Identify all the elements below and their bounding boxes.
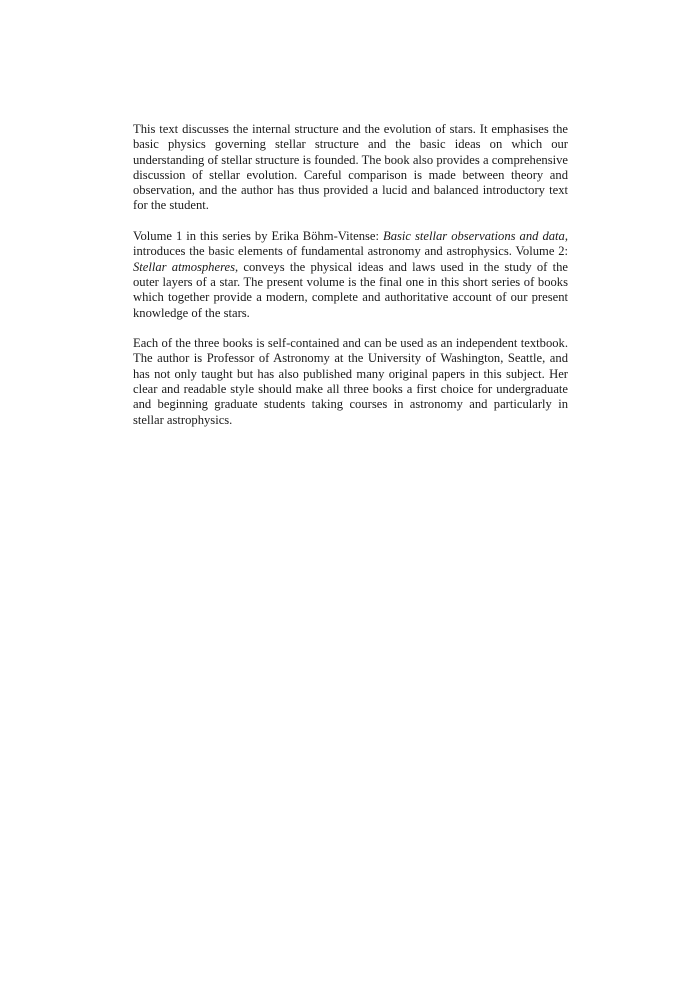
series-text-part-3: , conveys the physical ideas and laws used in the study of the outer layers of a star. The present volume is the final one in this short series of books which together provide a modern, complete and authoritative account of our present knowledge of the stars. xyxy=(133,259,568,320)
volume-2-title: Stellar atmospheres xyxy=(133,259,235,274)
series-text-part-2: , introduces the basic elements of fundamental astronomy and astrophysics. Volume 2: xyxy=(133,229,568,259)
paragraph-summary: This text discusses the internal structure and the evolution of stars. It emphasises the basic physics governing stellar structure and the basic ideas on which our understanding of stellar structure is founded. The book also provides a comprehensive discussion of stellar evolution. Careful comparison is made between theory and observation, and the author has thus provided a lucid and balanced introductory text for the student. xyxy=(133,122,568,213)
series-text-part-1: Volume 1 in this series by Erika Böhm-Vitense: xyxy=(133,229,384,244)
paragraph-author: Each of the three books is self-contained and can be used as an independent textbook. The author is Professor of Astronomy at the University of Washington, Seattle, and has not only taught but has also published many original papers in this subject. Her clear and readable style should make all three books a first choice for undergraduate and beginning graduate students taking courses in astronomy and particularly in stellar astrophysics. xyxy=(133,336,568,427)
volume-1-title: Basic stellar observations and data xyxy=(383,229,565,244)
paragraph-series xyxy=(133,229,568,321)
book-description xyxy=(133,122,568,428)
